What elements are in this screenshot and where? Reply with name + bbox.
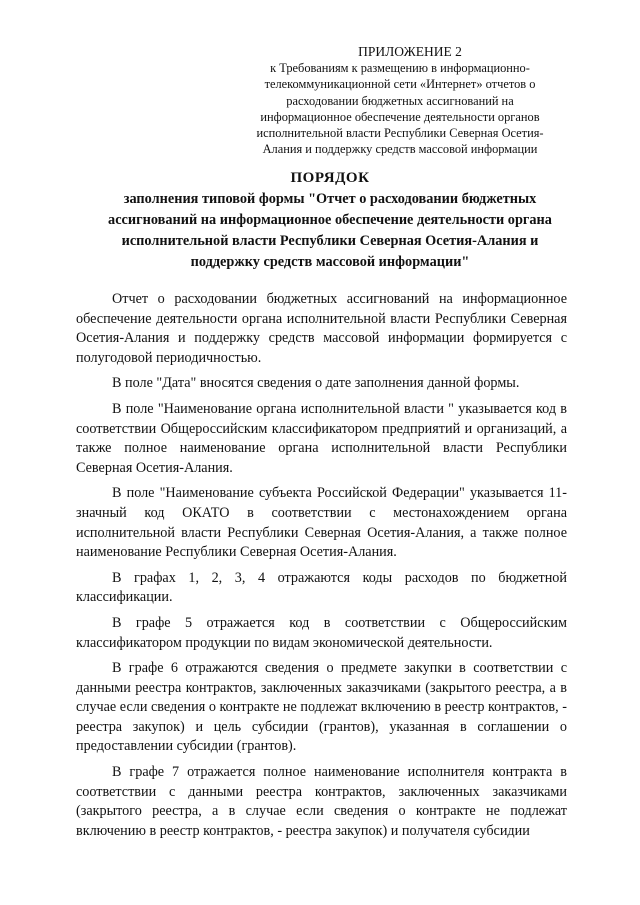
paragraph-authority-name-field: В поле "Наименование органа исполнительной власти " указывается код в соответствии Общероссийским классификатором предприятий и организаций, а также полное наименование органа исполнительной власти Республики Северная Осетия-Алания. — [76, 400, 567, 476]
paragraph-report-periodicity: Отчет о расходовании бюджетных ассигнований на информационное обеспечение деятельности органа исполнительной власти Республики Северная Осетия-Алания и поддержку средств массовой информации формируется с полугодовой периодичностью. — [76, 291, 567, 366]
document-body — [76, 290, 567, 841]
document-title: ПОРЯДОК — [290, 170, 370, 186]
paragraph-columns-1-4: В графах 1, 2, 3, 4 отражаются коды расходов по бюджетной классификации. — [76, 569, 567, 606]
paragraph-date-field: В поле "Дата" вносятся сведения о дате заполнения данной формы. — [112, 375, 520, 392]
document-subtitle — [60, 189, 600, 273]
appendix-line: расходовании бюджетных ассигнований на — [286, 93, 514, 108]
paragraph-subject-name-field: В поле "Наименование субъекта Российской Федерации" указывается 11-значный код ОКАТО в соответствии с местонахождением органа исполнительной власти Республики Северная Осетия-Алания, а также полное наименование Республики Северная Осетия-Алания. — [76, 485, 567, 561]
subtitle-line: заполнения типовой формы "Отчет о расходовании бюджетных — [123, 191, 537, 207]
appendix-line: телекоммуникационной сети «Интернет» отчетов о — [264, 77, 536, 92]
appendix-line: к Требованиям к размещению в информационно- — [270, 61, 530, 76]
subtitle-line: ассигнований на информационное обеспечение деятельности органа — [108, 212, 552, 228]
paragraph-column-5: В графе 5 отражается код в соответствии с Общероссийским классификатором продукции по видам экономической деятельности. — [76, 614, 567, 651]
appendix-line: исполнительной власти Республики Северная Осетия- — [256, 126, 544, 141]
subtitle-line: исполнительной власти Республики Северная Осетия-Алания и — [121, 233, 539, 249]
appendix-title: ПРИЛОЖЕНИЕ 2 — [358, 44, 462, 59]
subtitle-line: поддержку средств массовой информации" — [190, 254, 470, 270]
paragraph-column-6: В графе 6 отражаются сведения о предмете закупки в соответствии с данными реестра контрактов, заключенных заказчиками (закрытого реестра, а в случае если сведения о контракте не подлежат включению в реестр контрактов, - реестра закупок) и цель субсидии (грантов), указанная в соглашении о предоставлении субсидии (грантов). — [76, 660, 567, 755]
appendix-block — [240, 44, 560, 157]
paragraph-column-7: В графе 7 отражается полное наименование исполнителя контракта в соответствии с данными реестра контрактов, заключенных заказчиками (закрытого реестра, а в случае если сведения о контракте не подлежат включению в реестр контрактов, - реестра закупок) и получателя субсидии — [76, 764, 567, 839]
appendix-line: Алания и поддержку средств массовой информации — [262, 142, 538, 157]
appendix-line: информационное обеспечение деятельности органов — [260, 109, 540, 124]
